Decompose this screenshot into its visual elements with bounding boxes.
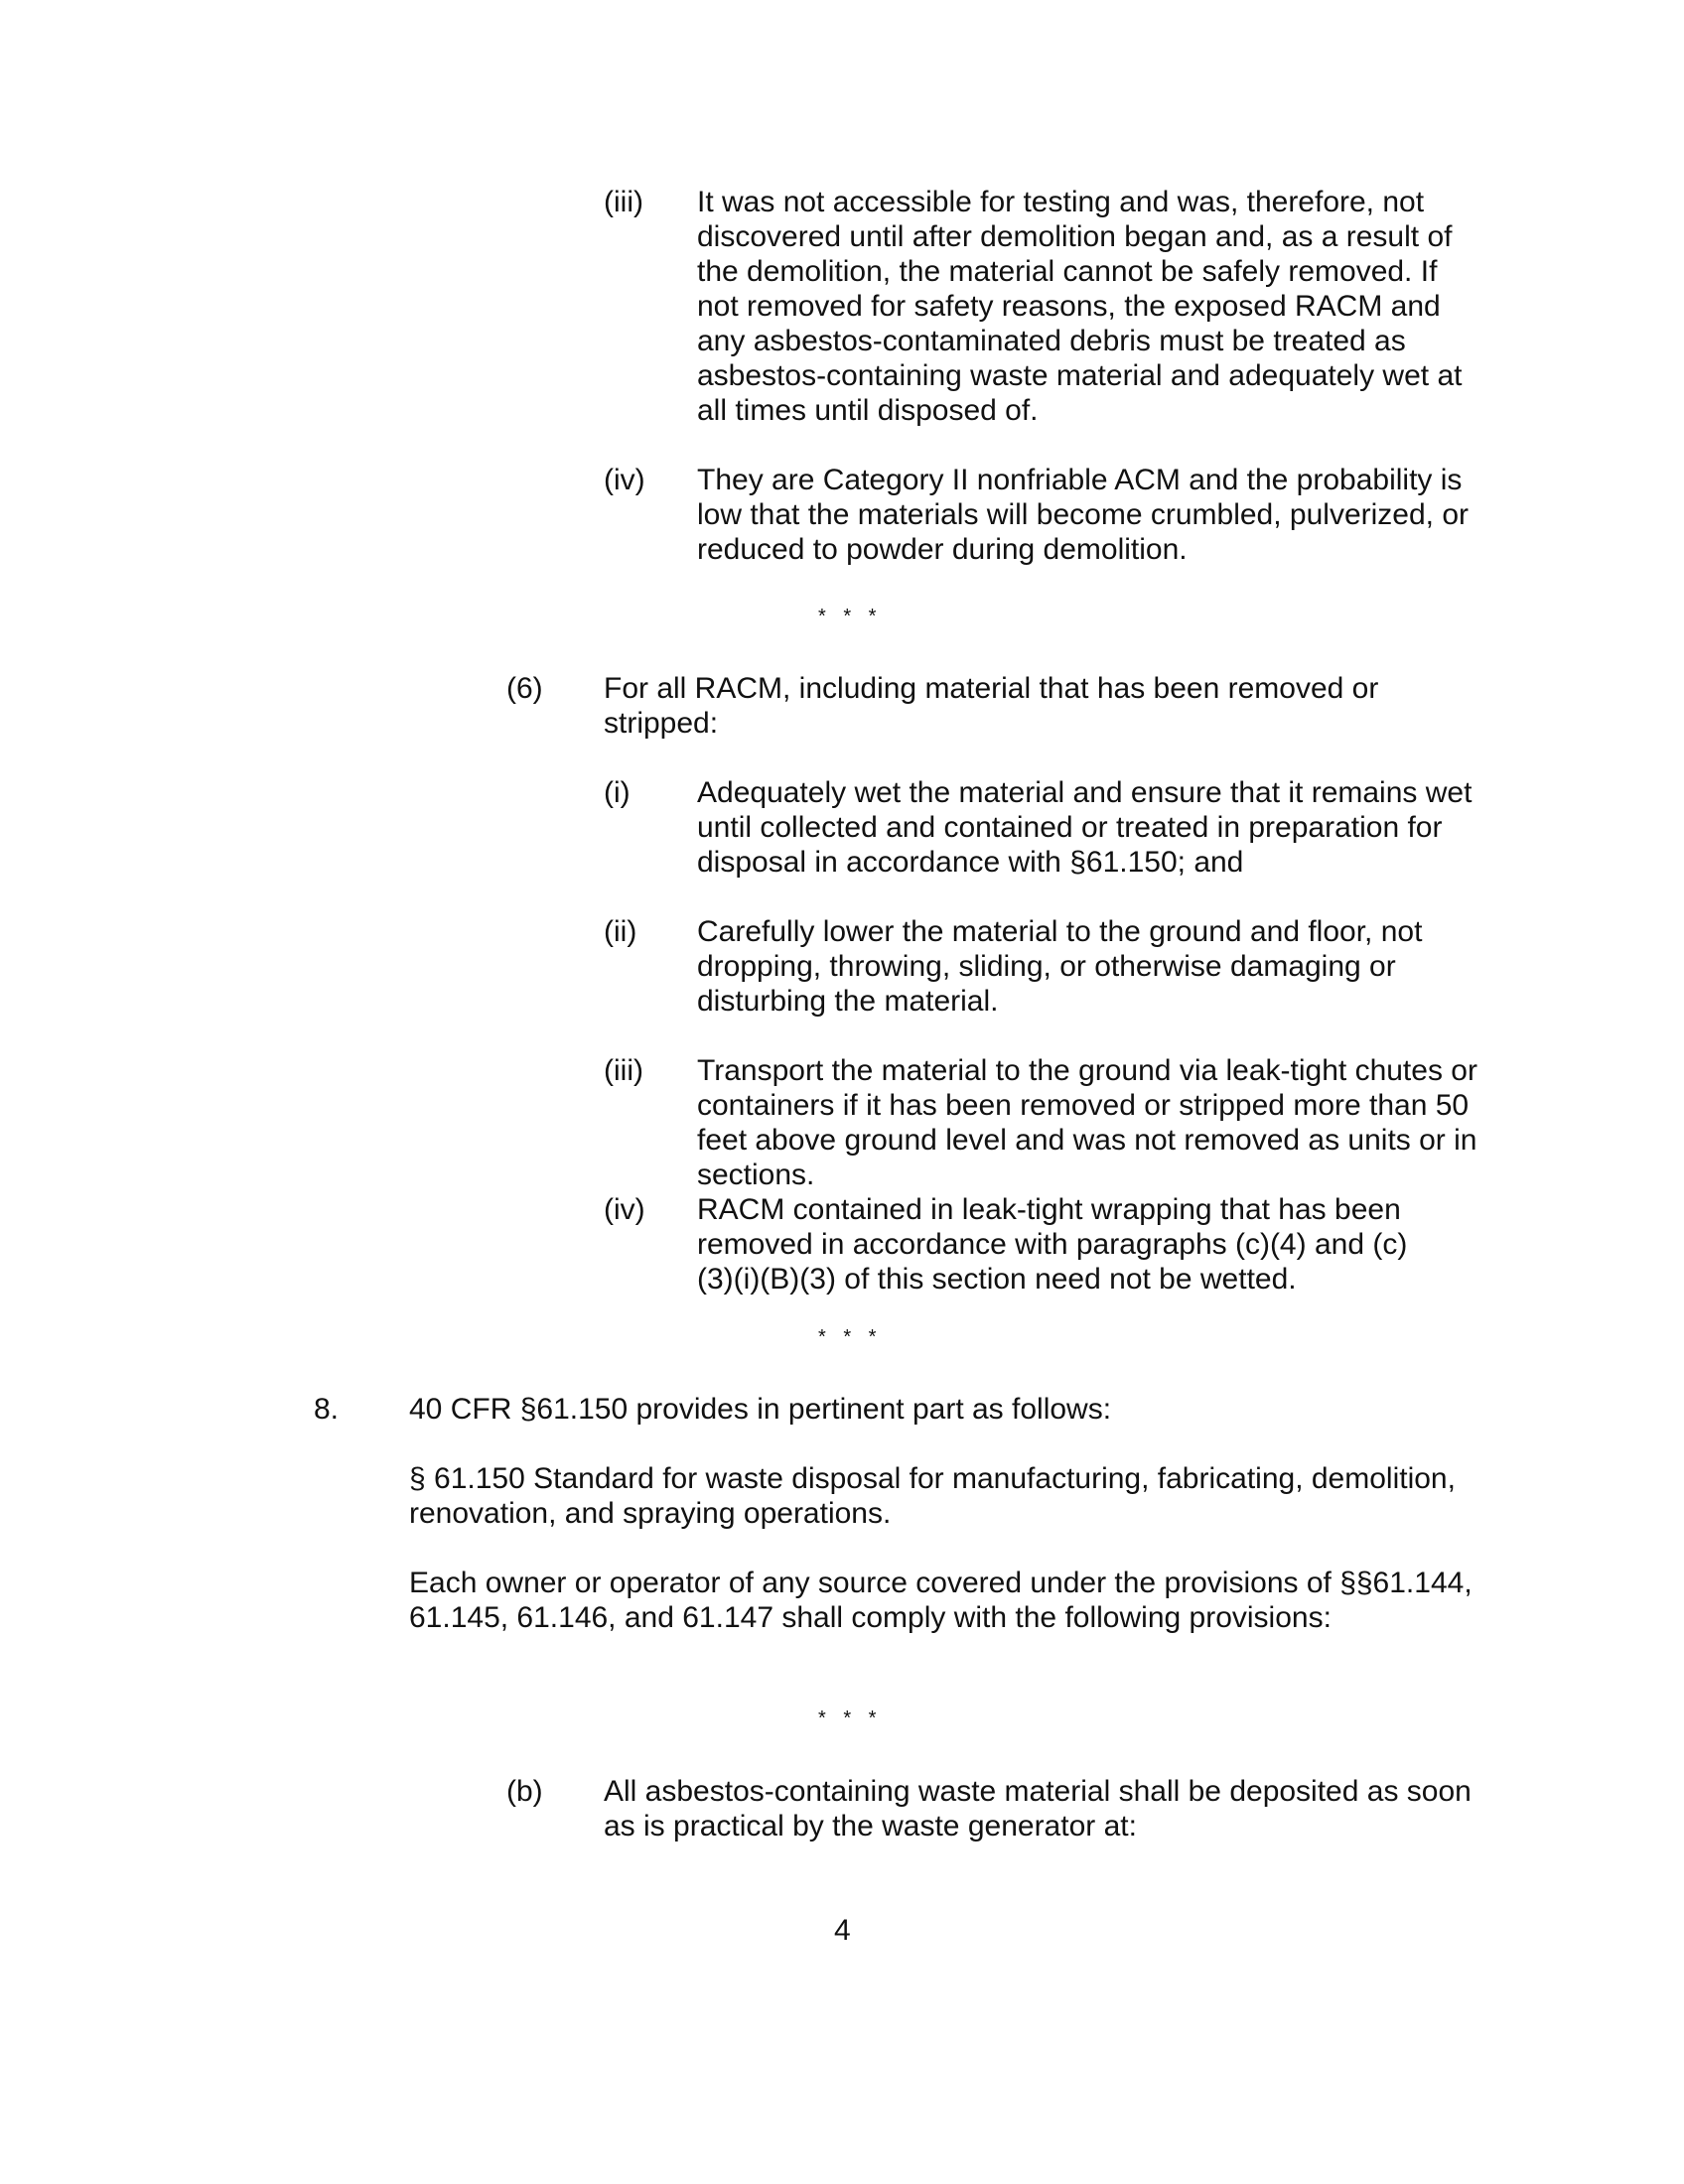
item-text: It was not accessible for testing and was, therefore, not discovered until after demolition began and, as a result of the demolition, the material cannot be safely removed. If not removed for safety reasons, the exposed RACM and any asbestos-contaminated debris must be treated as asbestos-containing waste material and adequately wet at all times until disposed of. [697, 186, 1463, 427]
item-label: (b) [506, 1775, 543, 1808]
item-text: For all RACM, including material that has been removed or stripped: [604, 672, 1379, 740]
item-text: Carefully lower the material to the ground and floor, not dropping, throwing, sliding, or otherwise damaging or disturbing the material. [697, 915, 1423, 1018]
item-label: (iii) [604, 186, 643, 218]
item-label: 8. [314, 1393, 340, 1426]
standard-heading: § 61.150 Standard for waste disposal for manufacturing, fabricating, demolition, renovation, and spraying operations. [409, 1462, 1456, 1530]
item-text: 40 CFR §61.150 provides in pertinent part as follows: [409, 1393, 1112, 1426]
item-label: (iv) [604, 464, 645, 496]
item-text: Transport the material to the ground via leak-tight chutes or containers if it has been removed or stripped more than 50 feet above ground level and was not removed as units or in sections. [697, 1054, 1477, 1191]
item-label: (i) [604, 776, 631, 809]
item-text: Adequately wet the material and ensure that it remains wet until collected and contained or treated in preparation for disposal in accordance with §61.150; and [697, 776, 1473, 879]
item-text: All asbestos-containing waste material shall be deposited as soon as is practical by the waste generator at: [604, 1775, 1472, 1843]
ellipsis-separator: * * * [818, 1326, 883, 1348]
item-label: (6) [506, 672, 543, 705]
ellipsis-separator: * * * [818, 606, 883, 627]
page-number: 4 [834, 1914, 851, 1947]
item-label: (iii) [604, 1054, 643, 1087]
owner-operator-paragraph: Each owner or operator of any source covered under the provisions of §§61.144, 61.145, 61.146, and 61.147 shall comply with the following provisions: [409, 1567, 1473, 1634]
item-text: They are Category II nonfriable ACM and the probability is low that the materials will become crumbled, pulverized, or reduced to powder during demolition. [697, 464, 1469, 566]
item-label: (ii) [604, 915, 637, 948]
ellipsis-separator: * * * [818, 1707, 883, 1729]
item-label: (iv) [604, 1193, 645, 1226]
item-text: RACM contained in leak-tight wrapping that has been removed in accordance with paragraphs (c)(4) and (c)(3)(i)(B)(3) of this section need not be wetted. [697, 1193, 1408, 1296]
